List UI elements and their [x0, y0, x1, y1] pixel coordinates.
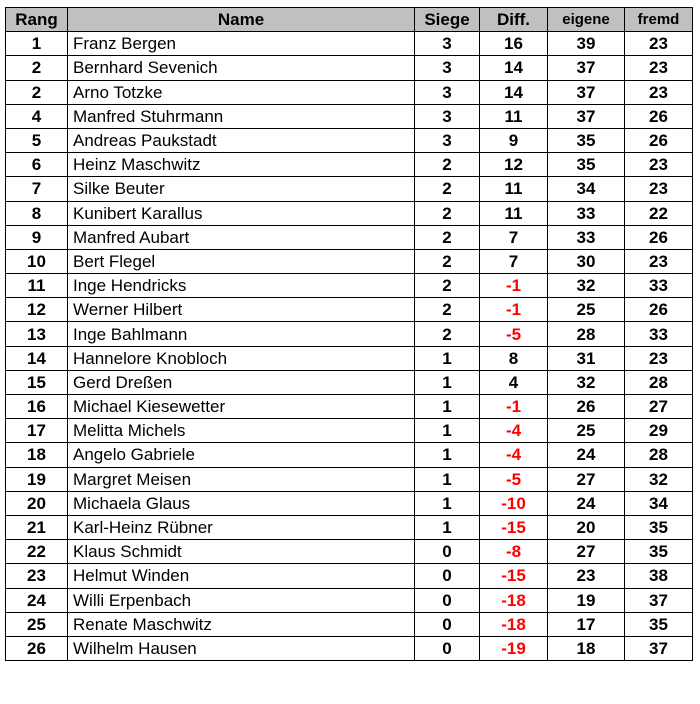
cell-rang: 17	[6, 419, 68, 443]
cell-rang: 13	[6, 322, 68, 346]
cell-rang: 2	[6, 80, 68, 104]
cell-rang: 10	[6, 249, 68, 273]
cell-diff: -5	[480, 322, 548, 346]
cell-rang: 1	[6, 32, 68, 56]
cell-eigene: 39	[548, 32, 625, 56]
cell-diff: 11	[480, 201, 548, 225]
table-header	[6, 8, 693, 32]
cell-eigene: 32	[548, 370, 625, 394]
cell-diff: 4	[480, 370, 548, 394]
cell-diff: -18	[480, 612, 548, 636]
cell-name: Silke Beuter	[68, 177, 415, 201]
cell-diff: 9	[480, 128, 548, 152]
table-row	[6, 177, 693, 201]
cell-fremd: 26	[625, 298, 693, 322]
cell-name: Franz Bergen	[68, 32, 415, 56]
cell-diff: 14	[480, 80, 548, 104]
cell-fremd: 26	[625, 104, 693, 128]
cell-rang: 16	[6, 395, 68, 419]
cell-siege: 2	[415, 298, 480, 322]
cell-rang: 18	[6, 443, 68, 467]
cell-name: Andreas Paukstadt	[68, 128, 415, 152]
table-row	[6, 128, 693, 152]
cell-diff: 11	[480, 104, 548, 128]
cell-siege: 3	[415, 80, 480, 104]
table-body	[6, 32, 693, 661]
cell-eigene: 26	[548, 395, 625, 419]
cell-siege: 2	[415, 177, 480, 201]
cell-fremd: 38	[625, 564, 693, 588]
cell-siege: 0	[415, 588, 480, 612]
table-row	[6, 104, 693, 128]
cell-eigene: 25	[548, 419, 625, 443]
cell-rang: 9	[6, 225, 68, 249]
cell-eigene: 30	[548, 249, 625, 273]
cell-rang: 2	[6, 56, 68, 80]
cell-siege: 2	[415, 153, 480, 177]
cell-fremd: 28	[625, 370, 693, 394]
cell-fremd: 34	[625, 491, 693, 515]
cell-eigene: 27	[548, 540, 625, 564]
table-row	[6, 32, 693, 56]
cell-rang: 7	[6, 177, 68, 201]
header-diff: Diff.	[480, 8, 548, 32]
cell-diff: -18	[480, 588, 548, 612]
cell-rang: 25	[6, 612, 68, 636]
cell-name: Wilhelm Hausen	[68, 636, 415, 660]
header-name: Name	[68, 8, 415, 32]
cell-eigene: 18	[548, 636, 625, 660]
cell-fremd: 23	[625, 153, 693, 177]
cell-diff: -5	[480, 467, 548, 491]
table-row	[6, 612, 693, 636]
table-row	[6, 274, 693, 298]
cell-diff: -15	[480, 515, 548, 539]
cell-diff: -19	[480, 636, 548, 660]
header-siege: Siege	[415, 8, 480, 32]
cell-diff: -1	[480, 395, 548, 419]
header-fremd: fremd	[625, 8, 693, 32]
cell-eigene: 24	[548, 443, 625, 467]
cell-fremd: 35	[625, 612, 693, 636]
cell-diff: 7	[480, 225, 548, 249]
cell-siege: 0	[415, 612, 480, 636]
cell-name: Klaus Schmidt	[68, 540, 415, 564]
cell-name: Heinz Maschwitz	[68, 153, 415, 177]
cell-rang: 6	[6, 153, 68, 177]
cell-diff: -10	[480, 491, 548, 515]
cell-siege: 0	[415, 636, 480, 660]
cell-name: Manfred Aubart	[68, 225, 415, 249]
cell-fremd: 35	[625, 515, 693, 539]
cell-fremd: 27	[625, 395, 693, 419]
cell-diff: 8	[480, 346, 548, 370]
cell-eigene: 17	[548, 612, 625, 636]
cell-rang: 5	[6, 128, 68, 152]
cell-rang: 24	[6, 588, 68, 612]
cell-rang: 8	[6, 201, 68, 225]
cell-name: Werner Hilbert	[68, 298, 415, 322]
cell-fremd: 23	[625, 56, 693, 80]
cell-rang: 22	[6, 540, 68, 564]
cell-eigene: 19	[548, 588, 625, 612]
table-row	[6, 588, 693, 612]
cell-rang: 15	[6, 370, 68, 394]
cell-eigene: 35	[548, 153, 625, 177]
cell-fremd: 23	[625, 249, 693, 273]
cell-name: Renate Maschwitz	[68, 612, 415, 636]
cell-name: Hannelore Knobloch	[68, 346, 415, 370]
table-row	[6, 395, 693, 419]
table-row	[6, 153, 693, 177]
table-row	[6, 419, 693, 443]
cell-name: Inge Hendricks	[68, 274, 415, 298]
table-row	[6, 346, 693, 370]
cell-diff: -4	[480, 419, 548, 443]
cell-eigene: 34	[548, 177, 625, 201]
cell-siege: 3	[415, 56, 480, 80]
cell-name: Michael Kiesewetter	[68, 395, 415, 419]
table-row	[6, 491, 693, 515]
cell-diff: 11	[480, 177, 548, 201]
cell-eigene: 20	[548, 515, 625, 539]
header-eigene: eigene	[548, 8, 625, 32]
cell-siege: 2	[415, 274, 480, 298]
cell-siege: 2	[415, 322, 480, 346]
cell-siege: 1	[415, 443, 480, 467]
cell-name: Karl-Heinz Rübner	[68, 515, 415, 539]
cell-fremd: 37	[625, 636, 693, 660]
cell-diff: -15	[480, 564, 548, 588]
header-rang: Rang	[6, 8, 68, 32]
table-row	[6, 225, 693, 249]
cell-siege: 0	[415, 564, 480, 588]
cell-rang: 20	[6, 491, 68, 515]
cell-siege: 1	[415, 491, 480, 515]
cell-name: Bernhard Sevenich	[68, 56, 415, 80]
cell-name: Bert Flegel	[68, 249, 415, 273]
table-row	[6, 249, 693, 273]
cell-siege: 1	[415, 419, 480, 443]
cell-rang: 11	[6, 274, 68, 298]
cell-diff: -1	[480, 274, 548, 298]
cell-fremd: 23	[625, 346, 693, 370]
cell-diff: -1	[480, 298, 548, 322]
cell-diff: -8	[480, 540, 548, 564]
cell-rang: 12	[6, 298, 68, 322]
cell-eigene: 28	[548, 322, 625, 346]
table-row	[6, 515, 693, 539]
cell-eigene: 31	[548, 346, 625, 370]
cell-eigene: 27	[548, 467, 625, 491]
table-row	[6, 298, 693, 322]
cell-rang: 4	[6, 104, 68, 128]
cell-name: Manfred Stuhrmann	[68, 104, 415, 128]
table-row	[6, 443, 693, 467]
cell-fremd: 26	[625, 128, 693, 152]
table-row	[6, 56, 693, 80]
cell-rang: 19	[6, 467, 68, 491]
cell-name: Melitta Michels	[68, 419, 415, 443]
cell-siege: 1	[415, 346, 480, 370]
cell-siege: 3	[415, 104, 480, 128]
table-row	[6, 636, 693, 660]
cell-name: Kunibert Karallus	[68, 201, 415, 225]
cell-fremd: 29	[625, 419, 693, 443]
cell-name: Helmut Winden	[68, 564, 415, 588]
cell-fremd: 22	[625, 201, 693, 225]
cell-siege: 1	[415, 370, 480, 394]
cell-eigene: 35	[548, 128, 625, 152]
cell-name: Arno Totzke	[68, 80, 415, 104]
cell-diff: 12	[480, 153, 548, 177]
cell-name: Margret Meisen	[68, 467, 415, 491]
header-row	[6, 8, 693, 32]
table-row	[6, 370, 693, 394]
cell-fremd: 23	[625, 80, 693, 104]
cell-siege: 3	[415, 128, 480, 152]
cell-fremd: 26	[625, 225, 693, 249]
cell-fremd: 23	[625, 32, 693, 56]
cell-fremd: 28	[625, 443, 693, 467]
cell-diff: 14	[480, 56, 548, 80]
table-row	[6, 80, 693, 104]
table-row	[6, 201, 693, 225]
cell-siege: 2	[415, 225, 480, 249]
cell-diff: 7	[480, 249, 548, 273]
table-row	[6, 564, 693, 588]
cell-rang: 26	[6, 636, 68, 660]
cell-name: Willi Erpenbach	[68, 588, 415, 612]
cell-siege: 2	[415, 201, 480, 225]
cell-siege: 2	[415, 249, 480, 273]
table-row	[6, 467, 693, 491]
cell-eigene: 33	[548, 225, 625, 249]
cell-rang: 21	[6, 515, 68, 539]
cell-rang: 23	[6, 564, 68, 588]
cell-diff: -4	[480, 443, 548, 467]
cell-eigene: 37	[548, 104, 625, 128]
cell-eigene: 24	[548, 491, 625, 515]
table-row	[6, 540, 693, 564]
ranking-table	[5, 7, 693, 661]
cell-diff: 16	[480, 32, 548, 56]
cell-name: Inge Bahlmann	[68, 322, 415, 346]
cell-fremd: 33	[625, 274, 693, 298]
cell-siege: 1	[415, 515, 480, 539]
cell-fremd: 23	[625, 177, 693, 201]
cell-eigene: 37	[548, 56, 625, 80]
cell-fremd: 35	[625, 540, 693, 564]
cell-siege: 1	[415, 467, 480, 491]
cell-fremd: 33	[625, 322, 693, 346]
cell-name: Angelo Gabriele	[68, 443, 415, 467]
cell-eigene: 37	[548, 80, 625, 104]
cell-fremd: 37	[625, 588, 693, 612]
cell-eigene: 25	[548, 298, 625, 322]
cell-siege: 0	[415, 540, 480, 564]
table-row	[6, 322, 693, 346]
cell-name: Michaela Glaus	[68, 491, 415, 515]
cell-fremd: 32	[625, 467, 693, 491]
cell-siege: 3	[415, 32, 480, 56]
cell-eigene: 33	[548, 201, 625, 225]
cell-rang: 14	[6, 346, 68, 370]
cell-eigene: 32	[548, 274, 625, 298]
cell-name: Gerd Dreßen	[68, 370, 415, 394]
cell-siege: 1	[415, 395, 480, 419]
cell-eigene: 23	[548, 564, 625, 588]
